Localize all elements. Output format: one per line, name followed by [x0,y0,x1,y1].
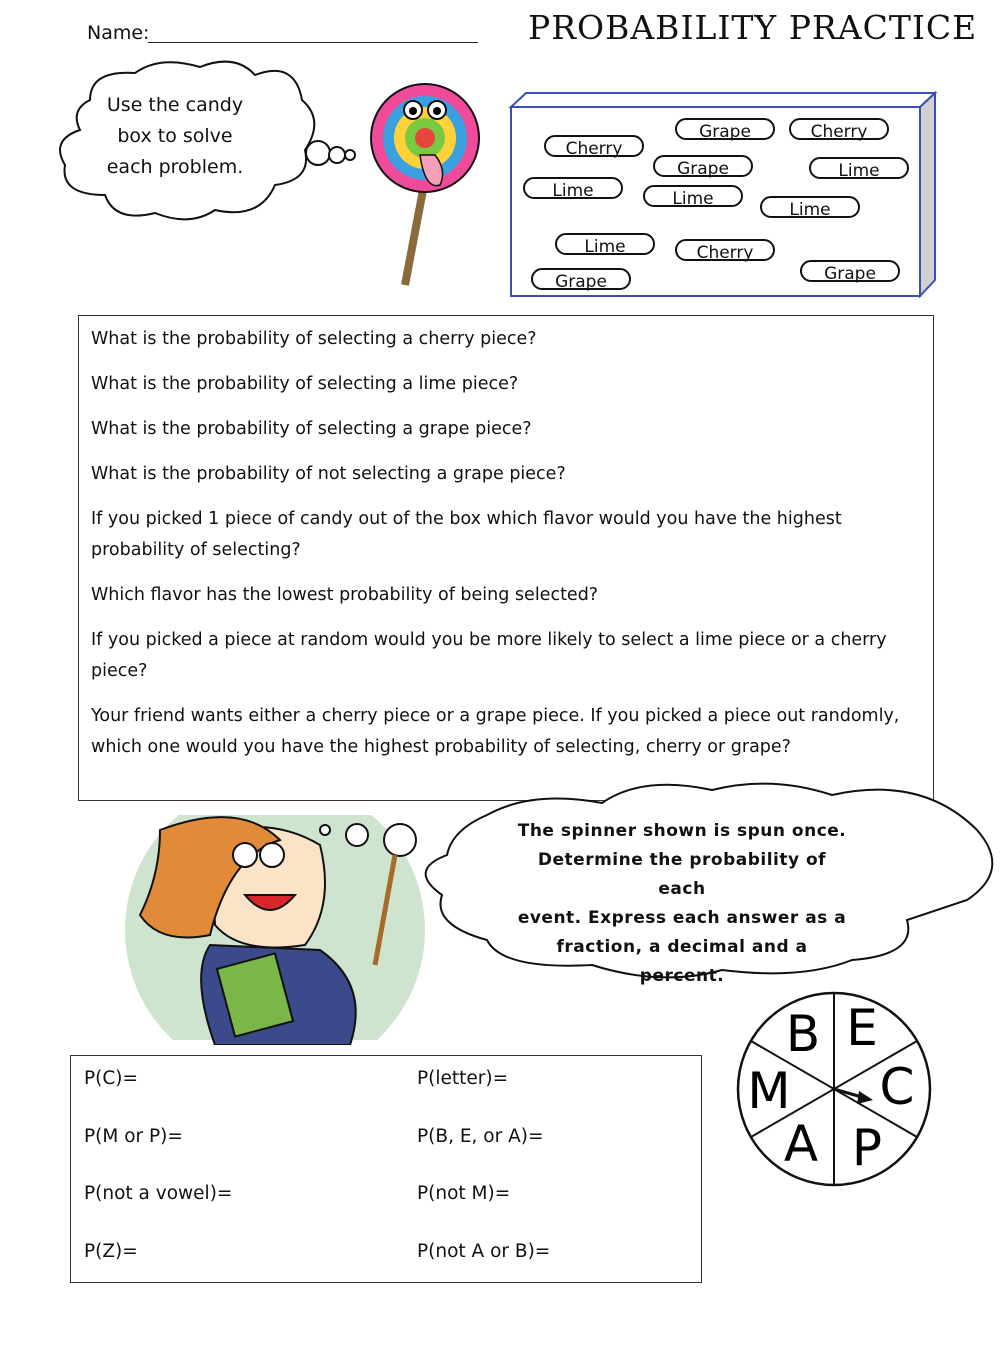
answers-box [70,1055,702,1283]
answer-prompt: P(letter)= [417,1068,509,1089]
candy-piece [531,268,631,290]
questions-box [78,315,934,801]
teacher-illustration-icon [120,815,440,1045]
candy-piece [523,177,623,199]
spinner-letter: A [783,1115,819,1173]
answer-prompt: P(M or P)= [84,1126,183,1147]
question: If you picked a piece at random would you be more likely to select a lime piece or a cherry piece? [91,630,887,681]
spinner-letter: C [879,1058,915,1116]
spinner-letter: M [747,1062,791,1120]
line: each problem. [106,156,244,178]
question: If you picked 1 piece of candy out of the box which flavor would you have the highest probability of selecting? [91,509,842,560]
spinner-letter: P [851,1119,883,1177]
answer-prompt: P(not A or B)= [417,1241,551,1262]
line: fraction, a decimal and a percent. [556,937,808,986]
line: Determine the probability of each [537,850,827,899]
instruction-text [90,90,260,183]
question: Your friend wants either a cherry piece or a grape piece. If you picked a piece out randomly, which one would you have the highest probability of selecting, cherry or grape? [91,706,900,757]
answer-prompt: P(not M)= [417,1183,511,1204]
candy-label: Lime [552,181,594,201]
candy-label: Cherry [565,139,623,159]
spinner-letter: B [785,1005,821,1063]
spinner [733,988,935,1190]
candy-label: Lime [838,161,880,181]
candy-label: Lime [584,237,626,257]
line: event. Express each answer as a [517,908,847,928]
candy-piece [643,185,743,207]
candy-piece [760,196,860,218]
candy-piece [675,239,775,261]
candy-label: Grape [699,122,751,142]
lollipop-icon [365,80,485,295]
page-title: PROBABILITY PRACTICE [528,8,978,47]
question: What is the probability of selecting a lime piece? [91,374,519,394]
candy-label: Lime [789,200,831,220]
question: What is the probability of selecting a grape piece? [91,419,532,439]
line: The spinner shown is spun once. [517,821,847,841]
candy-label: Cherry [810,122,868,142]
candy-label: Cherry [696,243,754,263]
name-field[interactable] [148,42,478,43]
spinner-letter: E [846,999,878,1057]
answer-prompt: P(not a vowel)= [84,1183,233,1204]
candy-piece [544,135,644,157]
question: Which flavor has the lowest probability of being selected? [91,585,599,605]
name-label: Name: [87,22,150,44]
candy-piece [800,260,900,282]
line: Use the candy [106,94,244,116]
candy-label: Lime [672,189,714,209]
candy-label: Grape [677,159,729,179]
candy-label: Grape [555,272,607,292]
line: box to solve [117,125,233,147]
candy-piece [789,118,889,140]
question: What is the probability of not selecting a grape piece? [91,464,566,484]
question: What is the probability of selecting a cherry piece? [91,329,537,349]
candy-label: Grape [824,264,876,284]
candy-piece [653,155,753,177]
candy-piece [555,233,655,255]
candy-piece [809,157,909,179]
answer-prompt: P(B, E, or A)= [417,1126,544,1147]
answer-prompt: P(Z)= [84,1241,138,1262]
answer-prompt: P(C)= [84,1068,139,1089]
spinner-instructions [512,817,852,991]
candy-piece [675,118,775,140]
